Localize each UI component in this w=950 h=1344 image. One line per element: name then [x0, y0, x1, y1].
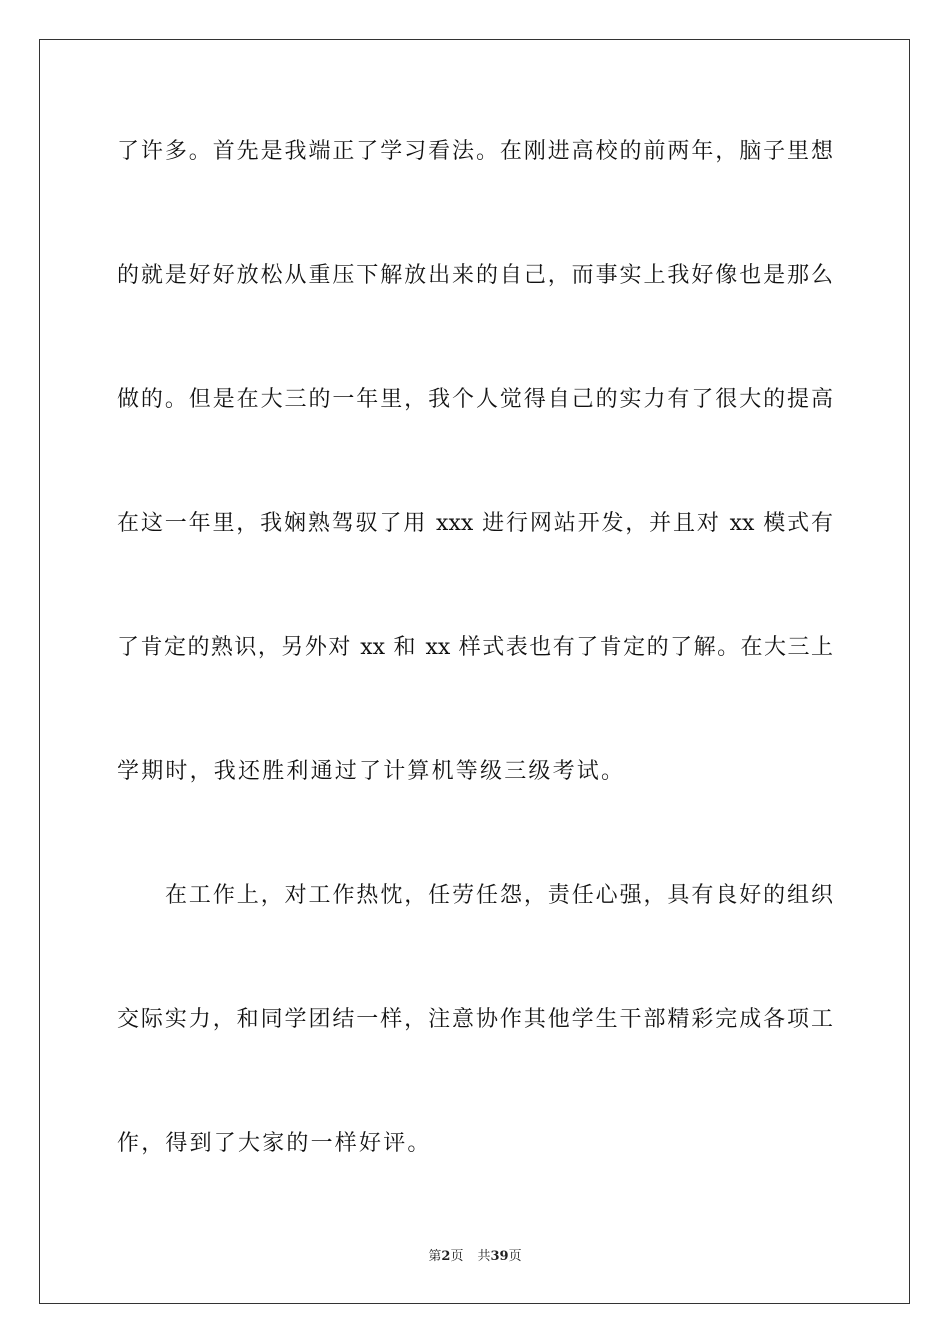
body-text-line: 了许多。首先是我端正了学习看法。在刚进高校的前两年，脑子里想	[117, 139, 833, 164]
total-prefix: 共	[477, 1249, 491, 1264]
body-text-line: 作，得到了大家的一样好评。	[117, 1131, 432, 1156]
body-text-line: 交际实力，和同学团结一样，注意协作其他学生干部精彩完成各项工	[117, 1007, 833, 1032]
body-text-line: 了肯定的熟识，另外对 xx 和 xx 样式表也有了肯定的了解。在大三上	[117, 635, 833, 660]
total-pages: 39	[490, 1249, 509, 1264]
page-border	[39, 39, 910, 1304]
body-text-line: 在这一年里，我娴熟驾驭了用 xxx 进行网站开发，并且对 xx 模式有	[117, 511, 833, 536]
page-suffix: 页	[450, 1249, 464, 1264]
paragraph-first-line: 在工作上，对工作热忱，任劳任怨，责任心强，具有良好的组织	[165, 883, 833, 908]
page-footer	[0, 1248, 950, 1266]
total-suffix: 页	[508, 1249, 522, 1264]
body-text-line: 的就是好好放松从重压下解放出来的自己，而事实上我好像也是那么	[117, 263, 833, 288]
body-text-line: 学期时，我还胜利通过了计算机等级三级考试。	[117, 759, 626, 784]
page-prefix: 第	[428, 1249, 442, 1264]
body-text-line: 做的。但是在大三的一年里，我个人觉得自己的实力有了很大的提高	[117, 387, 833, 412]
page-number: 2	[441, 1249, 451, 1264]
